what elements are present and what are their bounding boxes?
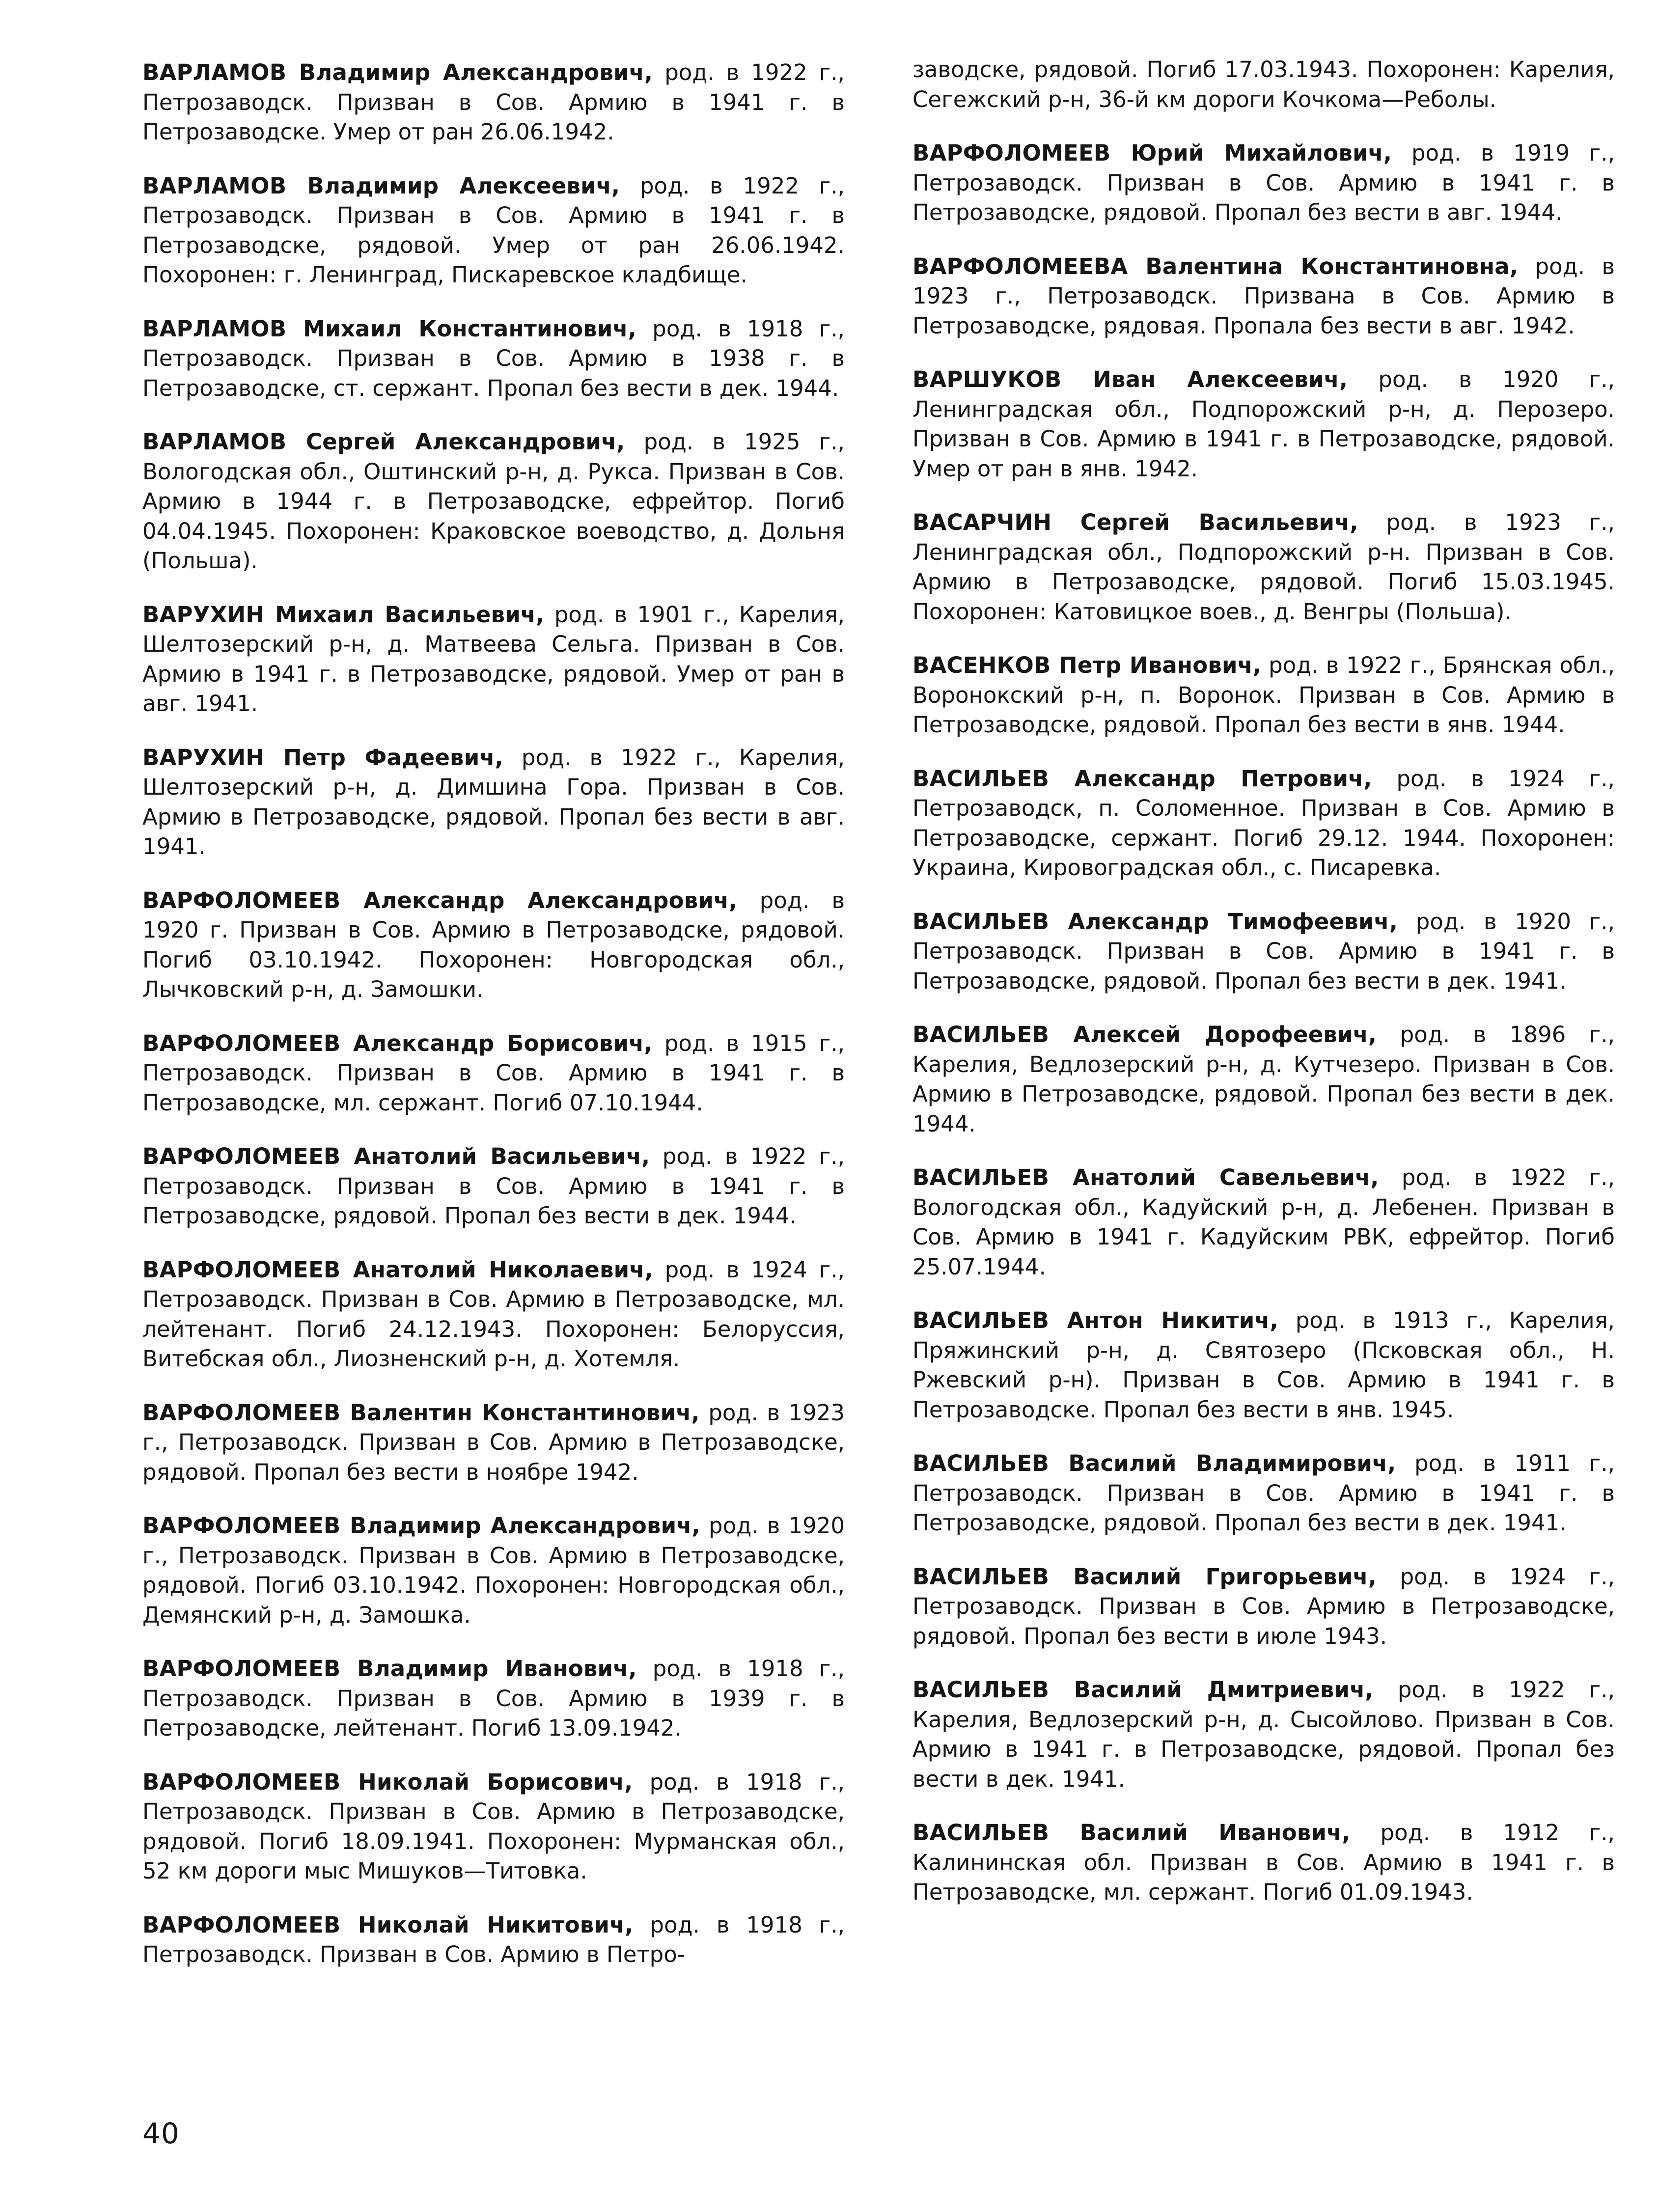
entry	[142, 1255, 845, 1374]
entry-name: ВАСИЛЬЕВ Антон Никитич,	[912, 1307, 1278, 1333]
page-number: 40	[142, 2117, 180, 2150]
entry-text: род. в 1922 г., Брянская обл., Воронокский р-н, п. Воронок. Призван в Сов. Армию в Петрозаводске, рядовой. Пропал без вести в янв. 1944.	[912, 652, 1615, 738]
entry	[142, 1029, 845, 1118]
entry	[142, 743, 845, 862]
entry	[912, 365, 1615, 484]
entry	[912, 1163, 1615, 1282]
entry-text: род. в 1924 г., Петрозаводск, п. Соломенное. Призван в Сов. Армию в Петрозаводске, сержант. Погиб 29.12. 1944. Похоронен: Украина, Кировоградская обл., с. Писаревка.	[912, 765, 1615, 881]
entry-text: род. в 1918 г., Петрозаводск. Призван в Сов. Армию в 1939 г. в Петрозаводске, лейтенант. Погиб 13.09.1942.	[142, 1656, 845, 1741]
entry	[142, 1398, 845, 1488]
entry-name: ВАСИЛЬЕВ Алексей Дорофеевич,	[912, 1022, 1377, 1048]
entry-continuation	[912, 55, 1615, 114]
entry	[912, 1675, 1615, 1794]
entry-name: ВАСИЛЬЕВ Василий Дмитриевич,	[912, 1677, 1374, 1703]
entry-text: род. в 1920 г., Ленинградская обл., Подпорожский р-н, д. Перозеро. Призван в Сов. Армию в 1941 г. в Петрозаводске, рядовой. Умер от ран в янв. 1942.	[912, 366, 1615, 482]
entry-text: заводске, рядовой. Погиб 17.03.1943. Похоронен: Карелия, Сегежский р-н, 36-й км дороги Кочкома—Реболы.	[912, 56, 1615, 112]
entry-name: ВАРФОЛОМЕЕВ Анатолий Николаевич,	[142, 1256, 653, 1283]
entry-text: род. в 1923 г., Петрозаводск. Призван в Сов. Армию в Петрозаводске, рядовой. Пропал без вести в ноябре 1942.	[142, 1399, 845, 1485]
entry-text: род. в 1919 г., Петрозаводск. Призван в Сов. Армию в 1941 г. в Петрозаводске, рядовой. Пропал без вести в авг. 1944.	[912, 140, 1615, 225]
entry	[142, 58, 845, 147]
entry-text: род. в 1915 г., Петрозаводск. Призван в Сов. Армию в 1941 г. в Петрозаводске, мл. сержант. Погиб 07.10.1944.	[142, 1030, 845, 1116]
entry-text: род. в 1922 г., Вологодская обл., Кадуйский р-н, д. Лебенен. Призван в Сов. Армию в 1941 г. Кадуйским РВК, ефрейтор. Погиб 25.07.1944.	[912, 1164, 1615, 1280]
entry-text: род. в 1918 г., Петрозаводск. Призван в Сов. Армию в Петро-	[142, 1911, 845, 1967]
entry-name: ВАСИЛЬЕВ Василий Владимирович,	[912, 1450, 1396, 1476]
entry-text: род. в 1912 г., Калининская обл. Призван в Сов. Армию в 1941 г. в Петрозаводске, мл. сержант. Погиб 01.09.1943.	[912, 1820, 1615, 1905]
entry-name: ВАРФОЛОМЕЕВ Николай Борисович,	[142, 1769, 633, 1795]
entry-name: ВАСИЛЬЕВ Александр Петрович,	[912, 765, 1372, 792]
entry	[912, 1818, 1615, 1908]
entry-name: ВАРЛАМОВ Владимир Алексеевич,	[142, 172, 620, 199]
entry	[912, 1449, 1615, 1538]
left-column	[142, 58, 845, 1994]
entry	[912, 1306, 1615, 1425]
entry	[142, 1768, 845, 1886]
right-column	[912, 55, 1615, 1932]
entry-text: род. в 1913 г., Карелия, Пряжинский р-н, д. Святозеро (Псковская обл., Н. Ржевский р-н). Призван в Сов. Армию в 1941 г. в Петрозаводске. Пропал без вести в янв. 1945.	[912, 1307, 1615, 1423]
entry	[912, 1020, 1615, 1139]
entry-name: ВАРУХИН Петр Фадеевич,	[142, 744, 503, 771]
entry-name: ВАРШУКОВ Иван Алексеевич,	[912, 366, 1348, 392]
entry-text: род. в 1923 г., Ленинградская обл., Подпорожский р-н. Призван в Сов. Армию в Петрозаводске, рядовой. Погиб 15.03.1945. Похоронен: Катовицкое воев., д. Венгры (Польша).	[912, 509, 1615, 625]
entry-text: род. в 1924 г., Петрозаводск. Призван в Сов. Армию в Петрозаводске, мл. лейтенант. Погиб 24.12.1943. Похоронен: Белоруссия, Витебская обл., Лиозненский р-н, д. Хотемля.	[142, 1256, 845, 1372]
entry-name: ВАРФОЛОМЕЕВ Владимир Александрович,	[142, 1513, 700, 1539]
entry-text: род. в 1922 г., Петрозаводск. Призван в Сов. Армию в 1941 г. в Петрозаводске, рядовой. Умер от ран 26.06.1942. Похоронен: г. Ленинград, Пискаревское кладбище.	[142, 172, 845, 288]
entry-name: ВАРФОЛОМЕЕВ Владимир Иванович,	[142, 1656, 637, 1682]
entry	[142, 427, 845, 576]
entry-text: род. в 1922 г., Петрозаводск. Призван в Сов. Армию в 1941 г. в Петрозаводске. Умер от ран 26.06.1942.	[142, 59, 845, 145]
entry-name: ВАРЛАМОВ Михаил Константинович,	[142, 315, 636, 342]
entry	[912, 764, 1615, 883]
entry-text: род. в 1922 г., Петрозаводск. Призван в Сов. Армию в 1941 г. в Петрозаводске, рядовой. Пропал без вести в дек. 1944.	[142, 1143, 845, 1229]
entry-text: род. в 1924 г., Петрозаводск. Призван в Сов. Армию в Петрозаводске, рядовой. Пропал без вести в июле 1943.	[912, 1563, 1615, 1649]
entry-name: ВАРФОЛОМЕЕВА Валентина Константиновна,	[912, 253, 1519, 279]
entry-name: ВАСАРЧИН Сергей Васильевич,	[912, 509, 1358, 535]
entry-text: род. в 1923 г., Петрозаводск. Призвана в Сов. Армию в Петрозаводске, рядовая. Пропала без вести в авг. 1942.	[912, 253, 1615, 339]
entry-text: род. в 1920 г. Призван в Сов. Армию в Петрозаводске, рядовой. Погиб 03.10.1942. Похоронен: Новгородская обл., Лычковский р-н, д. Замошки.	[142, 887, 845, 1002]
entry	[142, 886, 845, 1005]
entry	[912, 651, 1615, 740]
entry	[142, 314, 845, 404]
entry-name: ВАРФОЛОМЕЕВ Александр Александрович,	[142, 887, 738, 913]
entry-text: род. в 1920 г., Петрозаводск. Призван в Сов. Армию в 1941 г. в Петрозаводске, рядовой. Пропал без вести в дек. 1941.	[912, 908, 1615, 994]
entry-text: род. в 1922 г., Карелия, Шелтозерский р-н, д. Димшина Гора. Призван в Сов. Армию в Петрозаводске, рядовой. Пропал без вести в авг. 1941.	[142, 744, 845, 859]
entry-name: ВАРЛАМОВ Сергей Александрович,	[142, 429, 625, 455]
entry-name: ВАРУХИН Михаил Васильевич,	[142, 601, 545, 628]
entry	[142, 600, 845, 719]
entry	[912, 138, 1615, 228]
entry	[912, 508, 1615, 627]
entry-text: род. в 1918 г., Петрозаводск. Призван в Сов. Армию в 1938 г. в Петрозаводске, ст. сержант. Пропал без вести в дек. 1944.	[142, 315, 845, 401]
entry-name: ВАРФОЛОМЕЕВ Юрий Михайлович,	[912, 140, 1392, 166]
entry	[142, 1142, 845, 1231]
entry	[912, 252, 1615, 341]
entry-name: ВАРЛАМОВ Владимир Александрович,	[142, 59, 653, 85]
entry-name: ВАСИЛЬЕВ Василий Григорьевич,	[912, 1563, 1377, 1590]
entry-text: род. в 1901 г., Карелия, Шелтозерский р-н, д. Матвеева Сельга. Призван в Сов. Армию в 1941 г. в Петрозаводске, рядовой. Умер от ран в авг. 1941.	[142, 601, 845, 717]
entry-text: род. в 1920 г., Петрозаводск. Призван в Сов. Армию в Петрозаводске, рядовой. Погиб 03.10.1942. Похоронен: Новгородская обл., Демянский р-н, д. Замошка.	[142, 1513, 845, 1628]
entry-name: ВАСИЛЬЕВ Анатолий Савельевич,	[912, 1164, 1379, 1190]
entry-name: ВАРФОЛОМЕЕВ Валентин Константинович,	[142, 1399, 700, 1426]
entry	[142, 1910, 845, 1970]
entry-text: род. в 1925 г., Вологодская обл., Оштинский р-н, д. Рукса. Призван в Сов. Армию в 1944 г. в Петрозаводске, ефрейтор. Погиб 04.04.1945. Похоронен: Краковское воеводство, д. Дольня (Польша).	[142, 429, 845, 574]
entry-name: ВАРФОЛОМЕЕВ Александр Борисович,	[142, 1030, 653, 1056]
entry	[142, 171, 845, 290]
entry	[142, 1511, 845, 1630]
entry-name: ВАСИЛЬЕВ Василий Иванович,	[912, 1820, 1351, 1846]
entry-text: род. в 1918 г., Петрозаводск. Призван в Сов. Армию в Петрозаводске, рядовой. Погиб 18.09.1941. Похоронен: Мурманская обл., 52 км дороги мыс Мишуков—Титовка.	[142, 1769, 845, 1884]
entry	[142, 1654, 845, 1743]
entry-name: ВАРФОЛОМЕЕВ Анатолий Васильевич,	[142, 1143, 650, 1169]
entry-name: ВАРФОЛОМЕЕВ Николай Никитович,	[142, 1911, 634, 1938]
entry-name: ВАСИЛЬЕВ Александр Тимофеевич,	[912, 908, 1398, 935]
entry	[912, 1562, 1615, 1652]
entry-text: род. в 1922 г., Карелия, Ведлозерский р-н, д. Сысойлово. Призван в Сов. Армию в 1941 г. в Петрозаводске, рядовой. Пропал без вести в дек. 1941.	[912, 1677, 1615, 1792]
entry-text: род. в 1896 г., Карелия, Ведлозерский р-н, д. Кутчезеро. Призван в Сов. Армию в Петрозаводске, рядовой. Пропал без вести в дек. 1944.	[912, 1022, 1615, 1137]
entry	[912, 907, 1615, 996]
entry-name: ВАСЕНКОВ Петр Иванович,	[912, 652, 1262, 678]
entry-text: род. в 1911 г., Петрозаводск. Призван в Сов. Армию в 1941 г. в Петрозаводске, рядовой. Пропал без вести в дек. 1941.	[912, 1450, 1615, 1536]
